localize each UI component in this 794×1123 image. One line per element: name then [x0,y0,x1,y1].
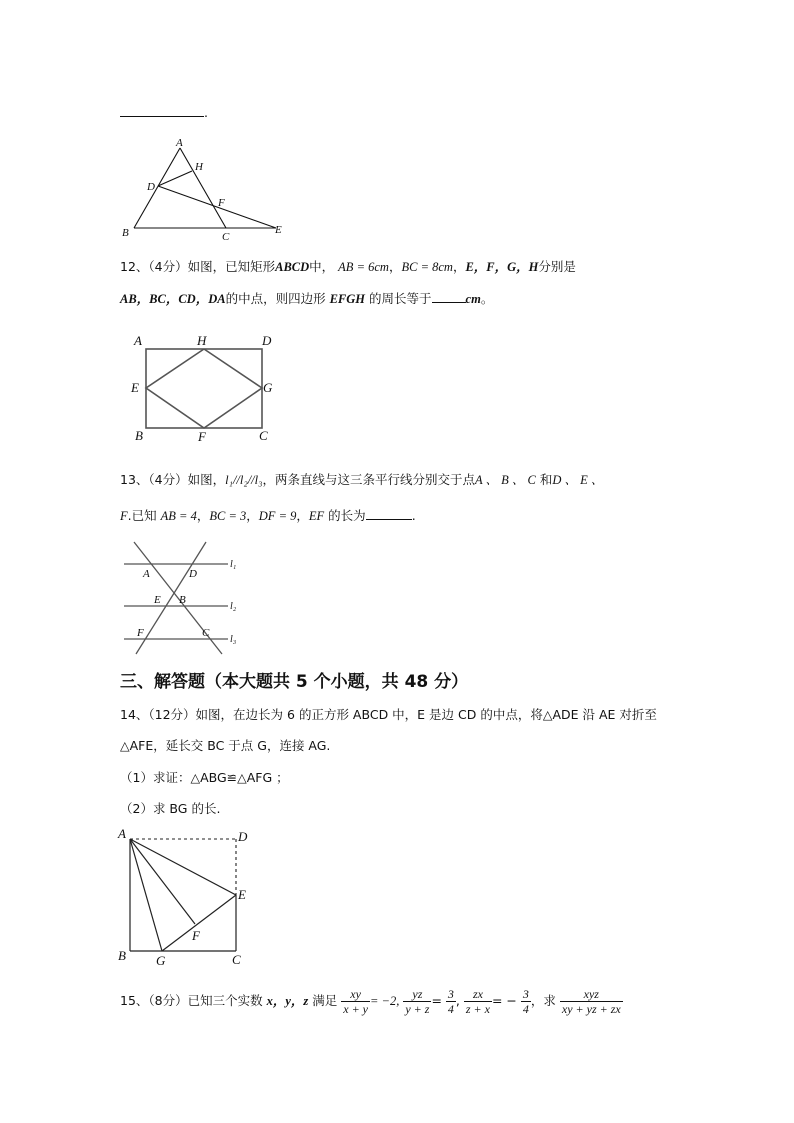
q15-line: 15、（8分）已知三个实数 x，y，z 满足 $\frac{xy}{x + y}$ = −2, $\frac{yz}{y + z}$ = $\frac{3}{4}$ , $\frac{zx}{z + x}$ = − $\frac{3}{4}$ ，求 $\frac{\text{xyz}}{xy + yz + zx}$ [120,987,621,1016]
answer-blank [120,104,204,117]
fraction-three-quarters-negative: $\frac{3}{4}$ [522,987,529,1016]
figure-parallel-lines [118,540,248,658]
fig12-label-G: G [263,380,273,395]
section-three-heading: 三、解答题（本大题共 5 个小题，共 48 分） [120,672,469,692]
fig13-label-A: A [143,568,150,580]
fig11-label-H: H [195,161,203,173]
q13-line2: F.已知 AB = 4，BC = 3，DF = 9，EF 的长为 . [120,508,416,523]
figure-rectangle-efgh [128,330,278,446]
fraction-three-quarters: $\frac{3}{4}$ [447,987,454,1016]
q14-line1: 14、（12分）如图，在边长为 6 的正方形 ABCD 中，E 是边 CD 的中点，将△ADE 沿 AE 对折至 [120,707,657,722]
fig13-label-D: D [189,568,197,580]
q12-line2: AB，BC，CD，DA的中点，则四边形 EFGH 的周长等于 cm。 [120,291,494,306]
q14-part1: （1）求证：△ABG≌△AFG ； [120,770,289,785]
fig11-label-C: C [222,231,230,242]
fig12-label-A: A [134,333,142,348]
q13-line1: 13、（4分）如图，l₁//l₂//l₃，两条直线与这三条平行线分别交于点A 、 B 、 C 和D 、 E 、 [120,472,604,487]
fig14-label-C: C [232,952,241,967]
fig13-label-F: F [137,627,144,639]
fig13-label-l2: l₂ [230,601,237,612]
fig11-label-E: E [275,224,282,236]
previous-answer-line: . [120,104,208,122]
fraction-xy-over-x-plus-y: $\frac{xy}{x + y}$ [343,987,368,1016]
fig14-label-F: F [192,928,200,943]
fig14-label-B: B [118,948,126,963]
fig13-label-B: B [179,594,186,606]
fig12-label-E: E [131,380,139,395]
fig14-label-A: A [118,826,126,841]
fig12-label-H: H [197,333,207,348]
fraction-yz-over-y-plus-z: $\frac{yz}{y + z}$ [405,987,430,1016]
fig14-label-D: D [238,829,248,844]
q12-answer-blank [432,290,466,303]
q14-part2: （2）求 BG 的长. [120,801,221,816]
figure-square-fold [113,826,258,968]
q14-line2: △AFE，延长交 BC 于点 G，连接 AG. [120,738,331,753]
fig12-label-B: B [135,428,143,443]
fraction-xyz-over-sum: $\frac{\text{xyz}}{xy + yz + zx}$ [561,987,621,1016]
fig13-label-C: C [202,627,210,639]
fig11-label-B: B [122,227,129,239]
fig12-label-F: F [198,429,206,444]
q12-line1: 12、（4分）如图，已知矩形ABCD中， AB = 6cm，BC = 8cm，E，F，G，H分别是 [120,259,576,274]
fraction-zx-over-z-plus-x: $\frac{zx}{z + x}$ [465,987,490,1016]
figure-triangle-abc [118,136,293,242]
fig13-label-l3: l₃ [230,634,237,645]
fig13-label-l1: l₁ [230,559,237,570]
fig11-label-D: D [147,181,155,193]
fig11-label-A: A [176,137,183,149]
fig12-label-C: C [259,428,268,443]
fig14-label-G: G [156,953,166,968]
fig13-label-E: E [154,594,161,606]
fig12-label-D: D [262,333,272,348]
q13-answer-blank [366,507,412,520]
fig11-label-F: F [218,197,225,209]
fig14-label-E: E [238,887,246,902]
